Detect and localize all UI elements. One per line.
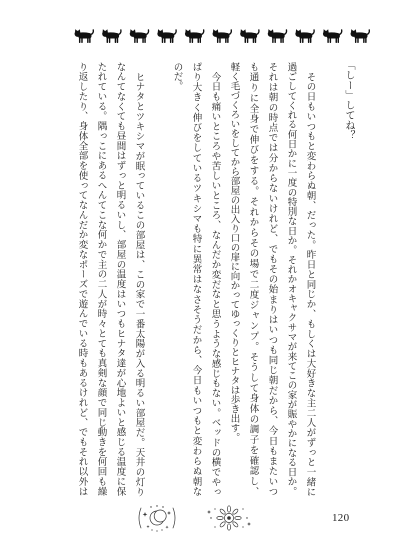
text-column: も通りに全身で伸びをする。それからその場で二度ジャンプ。そうして身体の調子を確認し、 [247,62,259,497]
text-column: その日もいつもと変わらぬ朝、だった。昨日と同じか、もしくは大好きな主二人がずっと一緒に [304,71,316,496]
text-column: 今日も痛いところや苦しいところ、なんだか変だなと思うような感じもない。ベッドの横でやっ [209,71,221,496]
page-number: 120 [332,512,350,524]
text-column: たれている。隅っこにあるへんてこな何かで主の二人が時々とても真剣な顔で同じ動きを何回も繰 [95,62,107,496]
text-column: り返したり、身体全部を使ってなんだか変なポーズで遊んでいる時もあるけれど、でもそれ以外は [76,62,88,496]
text-column: 過ごしてくれる何日かに一度の特別な日か。それかオキャクサマが来てこの家が賑やかになる日か。 [285,62,297,496]
text-column: なんてなくても昼間はずっと明るいし、部屋の温度はいつもヒナタ達が心地よいと感じる温度に保 [114,62,126,496]
chapter-title: 「しー」してね？ [343,60,354,140]
text-column: それは朝の時点では分からないけれど、でもその始まりはいつも同じ朝だから、今日もまたいつ [266,62,278,496]
text-column: ヒナタとツキシマが眠っているこの部屋は、この家で一番太陽が入る明るい部屋だ。天井の灯り [133,71,145,496]
sun-flower-ornament-icon [206,502,252,534]
crescent-moon-ornament-icon [136,502,178,534]
text-column: ぱり大きく伸びをしているツキシマも特に異常はなさそうだから、今日もいつもと変わらぬ朝な [190,62,202,496]
text-column: のだ。 [171,62,183,91]
text-column: 軽く毛づくろいをしてから部屋の出入り口の扉に向かってゆっくりとヒナタは歩き出す。 [228,62,240,442]
